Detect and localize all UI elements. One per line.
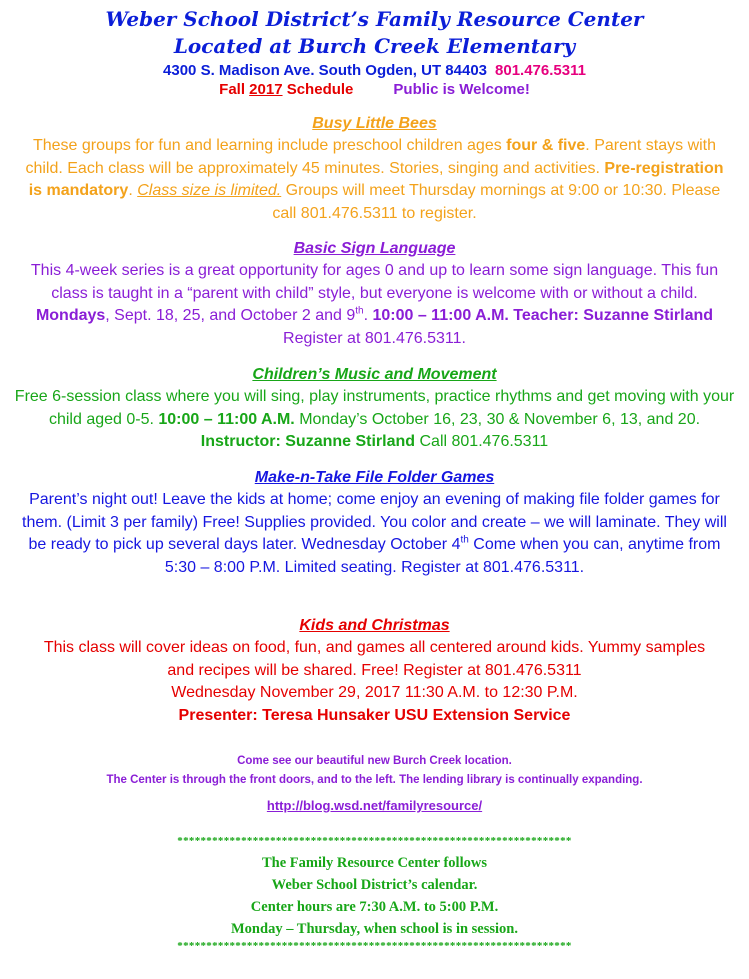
section-basic-sign-language	[0, 238, 749, 351]
blog-link[interactable]: http://blog.wsd.net/familyresource/	[266, 798, 483, 813]
text: Groups will meet Thursday mornings at 9:00 or 10:30. Please call 801.476.5311 to register.	[272, 182, 721, 223]
section-heading: Kids and Christmas	[299, 617, 450, 634]
text: Register at 801.476.5311.	[283, 330, 466, 348]
class-size-note: Class size is limited.	[137, 182, 282, 200]
schedule-year: 2017	[249, 81, 283, 98]
emphasis: Pre-registration is mandatory	[28, 159, 724, 200]
emphasis: Instructor: Suzanne Stirland	[200, 433, 416, 451]
text: These groups for fun and learning include preschool children ages	[32, 137, 507, 154]
hours-line-2: Weber School District’s calendar.	[271, 877, 478, 893]
text: Call 801.476.5311	[415, 433, 549, 451]
text: Monday’s October 16, 23, 30 & November 6, 13, and 20.	[294, 410, 701, 428]
section-body	[0, 386, 749, 454]
hours-line-3: Center hours are 7:30 A.M. to 5:00 P.M.	[250, 899, 499, 915]
section-music-and-movement	[0, 364, 749, 454]
page-subtitle: Located at Burch Creek Elementary	[173, 34, 576, 58]
text: This 4-week series is a great opportunity for ages 0 and up to learn some sign language. This fun class is taught in a “parent with child” style, but everyone is welcome with or without a child.	[30, 262, 719, 302]
address: 4300 S. Madison Ave. South Ogden, UT 84403	[163, 62, 488, 79]
text: Free 6-session class where you will sing, play instruments, practice rhythms and get moving with your child aged 0-5.	[14, 388, 735, 428]
text: Parent’s night out! Leave the kids at home; come enjoy an evening of making file folder games for them. (Limit 3 per family) Free! Supplies provided. You color and create – we will laminate. They will be ready to pick up several days later. Wednesday October 4	[22, 491, 727, 554]
visit-line-1: Come see our beautiful new Burch Creek location.	[237, 755, 512, 767]
star-divider-top: ********************************************************************	[177, 835, 572, 847]
text: , Sept. 18, 25, and October 2 and 9	[105, 307, 356, 325]
section-body	[0, 135, 749, 226]
section-body: This class will cover ideas on food, fun, and games all centered around kids. Yummy samples and recipes will be shared. Free! Register at 801.476.5311	[43, 639, 706, 679]
visit-line-2: The Center is through the front doors, and to the left. The lending library is continually expanding.	[106, 774, 643, 786]
phone-number: 801.476.5311	[495, 62, 586, 79]
section-heading: Children’s Music and Movement	[252, 366, 497, 383]
schedule-label	[219, 81, 353, 98]
schedule-suffix: Schedule	[282, 81, 354, 98]
emphasis: Mondays	[35, 307, 106, 325]
event-time: Wednesday November 29, 2017 11:30 A.M. to 12:30 P.M.	[171, 684, 578, 702]
star-divider-bottom: ********************************************************************	[177, 940, 572, 952]
section-file-folder-games	[0, 467, 749, 580]
section-busy-little-bees	[0, 113, 749, 226]
page-title: Weber School District’s Family Resource Center	[105, 7, 644, 31]
schedule-prefix: Fall	[219, 81, 250, 98]
address-line	[0, 62, 749, 80]
section-body	[0, 489, 749, 580]
ordinal-suffix: th	[355, 306, 364, 318]
emphasis: 10:00 – 11:00 A.M. Teacher: Suzanne Stirland	[372, 307, 714, 325]
visit-note	[0, 752, 749, 790]
hours-line-1: The Family Resource Center follows	[262, 855, 487, 871]
hours-line-4: Monday – Thursday, when school is in session.	[231, 921, 518, 937]
section-heading: Basic Sign Language	[293, 240, 456, 257]
emphasis: 10:00 – 11:00 A.M.	[158, 410, 295, 428]
section-kids-and-christmas	[0, 615, 749, 728]
text: . Parent stays with child. Each class will be approximately 45 minutes. Stories, singing and activities.	[25, 137, 717, 177]
emphasis: four & five	[506, 137, 586, 154]
ordinal-suffix: th	[460, 535, 469, 547]
text: .	[128, 182, 138, 200]
center-hours	[0, 852, 749, 940]
presenter: Presenter: Teresa Hunsaker USU Extension Service	[178, 707, 571, 725]
section-heading: Make-n-Take File Folder Games	[254, 469, 495, 486]
text: Come when you can, anytime from 5:30 – 8:00 P.M. Limited seating. Register at 801.476.5311.	[164, 536, 721, 577]
section-heading: Busy Little Bees	[312, 115, 437, 132]
text: .	[363, 307, 373, 325]
section-body	[0, 260, 749, 351]
schedule-line	[0, 81, 749, 99]
public-welcome: Public is Welcome!	[393, 81, 530, 98]
